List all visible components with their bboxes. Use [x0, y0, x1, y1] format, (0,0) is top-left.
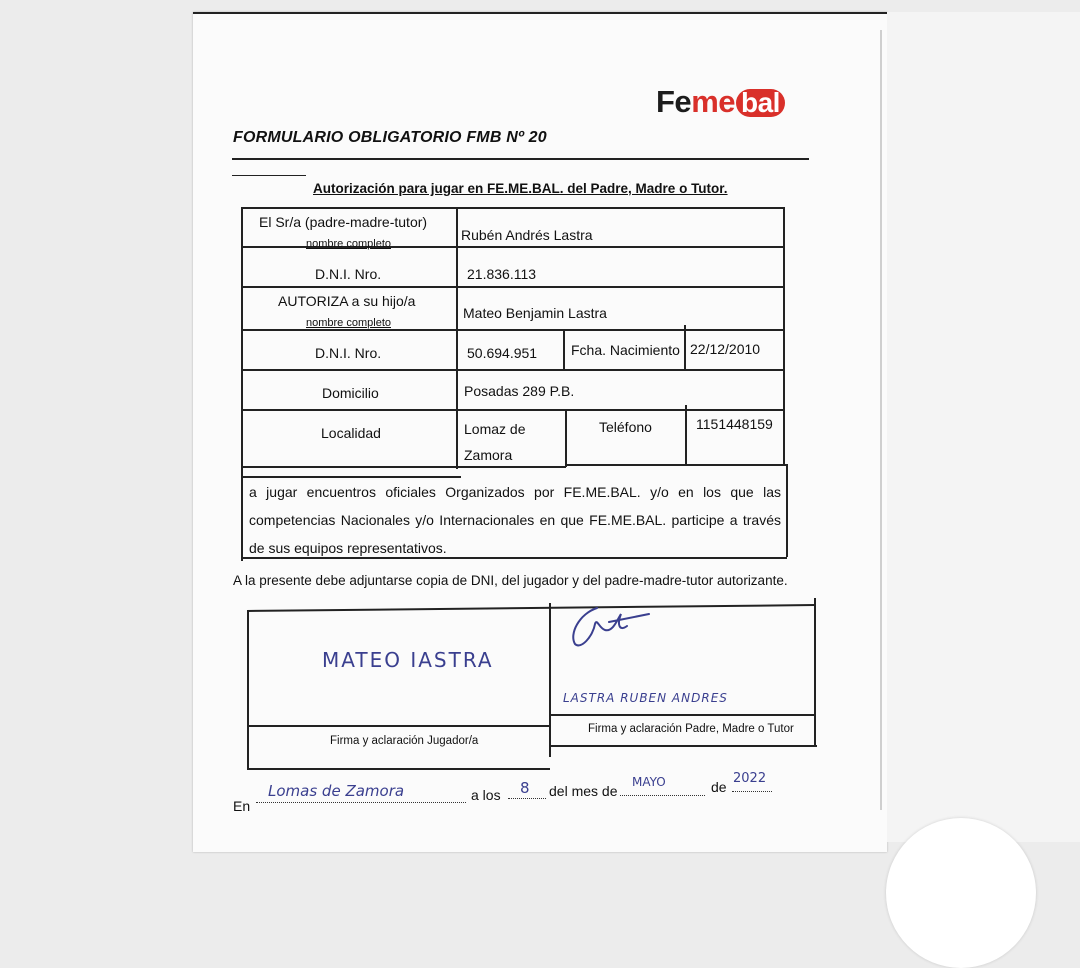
birth-date-label: Fcha. Nacimiento — [571, 342, 680, 358]
child-name-value: Mateo Benjamin Lastra — [463, 305, 607, 321]
form-title: FORMULARIO OBLIGATORIO FMB Nº 20 — [233, 129, 547, 146]
address-label: Domicilio — [322, 385, 379, 401]
parent-signature-image — [565, 600, 655, 652]
attachment-note: A la presente debe adjuntarse copia de DNI, del jugador y del padre-madre-tutor autorizante. — [233, 573, 788, 588]
footer-del-mes-de: del mes de — [549, 783, 618, 799]
address-value: Posadas 289 P.B. — [464, 383, 575, 399]
title-rule — [232, 158, 809, 160]
page-top-edge — [193, 12, 887, 14]
authorization-paragraph: a jugar encuentros oficiales Organizados por FE.ME.BAL. y/o en los que las competencias Nacionales y/o Internacionales en que FE.ME.BAL. participe a través de sus equipos representativos. — [249, 484, 781, 556]
place-dotted-line — [256, 800, 466, 803]
place-handwritten: Lomas de Zamora — [268, 782, 405, 800]
locality-label: Localidad — [321, 425, 381, 441]
month-handwritten: MAYO — [632, 775, 666, 789]
parent-label: El Sr/a (padre-madre-tutor) — [259, 214, 428, 230]
player-signature-caption: Firma y aclaración Jugador/a — [330, 735, 479, 747]
viewer-background — [887, 12, 1080, 842]
player-handwritten-name: MATEO IASTRA — [322, 648, 494, 672]
logo-part-me: me — [691, 84, 735, 119]
logo-part-bal: bal — [736, 89, 785, 117]
locality-value-line2: Zamora — [464, 447, 513, 463]
parent-name-value: Rubén Andrés Lastra — [461, 227, 593, 243]
month-dotted-line — [620, 793, 705, 796]
child-dni-label: D.N.I. Nro. — [315, 345, 382, 361]
child-dni-value: 50.694.951 — [467, 345, 538, 361]
parent-signature-caption: Firma y aclaración Padre, Madre o Tutor — [588, 723, 794, 735]
child-sub-label: nombre completo — [306, 317, 391, 329]
year-handwritten: 2022 — [733, 771, 767, 786]
parent-handwritten-name: LASTRA RUBEN ANDRES — [563, 691, 728, 705]
parent-sub-label: nombre completo — [306, 238, 391, 250]
floating-action-button[interactable] — [886, 818, 1036, 968]
form-subtitle: Autorización para jugar en FE.ME.BAL. del Padre, Madre o Tutor. — [313, 181, 728, 196]
child-label: AUTORIZA a su hijo/a — [278, 293, 416, 309]
parent-dni-value: 21.836.113 — [467, 266, 537, 282]
logo-part-fe: Fe — [656, 84, 692, 119]
year-dotted-line — [732, 789, 772, 792]
phone-value: 1151448159 — [696, 416, 773, 432]
footer-en: En — [233, 798, 251, 814]
short-rule — [232, 175, 306, 176]
scrollbar-track[interactable] — [880, 30, 882, 810]
birth-date-value: 22/12/2010 — [690, 341, 761, 357]
locality-value-line1: Lomaz de — [464, 421, 526, 437]
parent-dni-label: D.N.I. Nro. — [315, 266, 382, 282]
footer-de: de — [711, 779, 727, 795]
day-handwritten: 8 — [520, 779, 530, 797]
femebal-logo — [656, 84, 785, 120]
footer-a-los: a los — [471, 787, 501, 803]
phone-label: Teléfono — [599, 419, 652, 435]
